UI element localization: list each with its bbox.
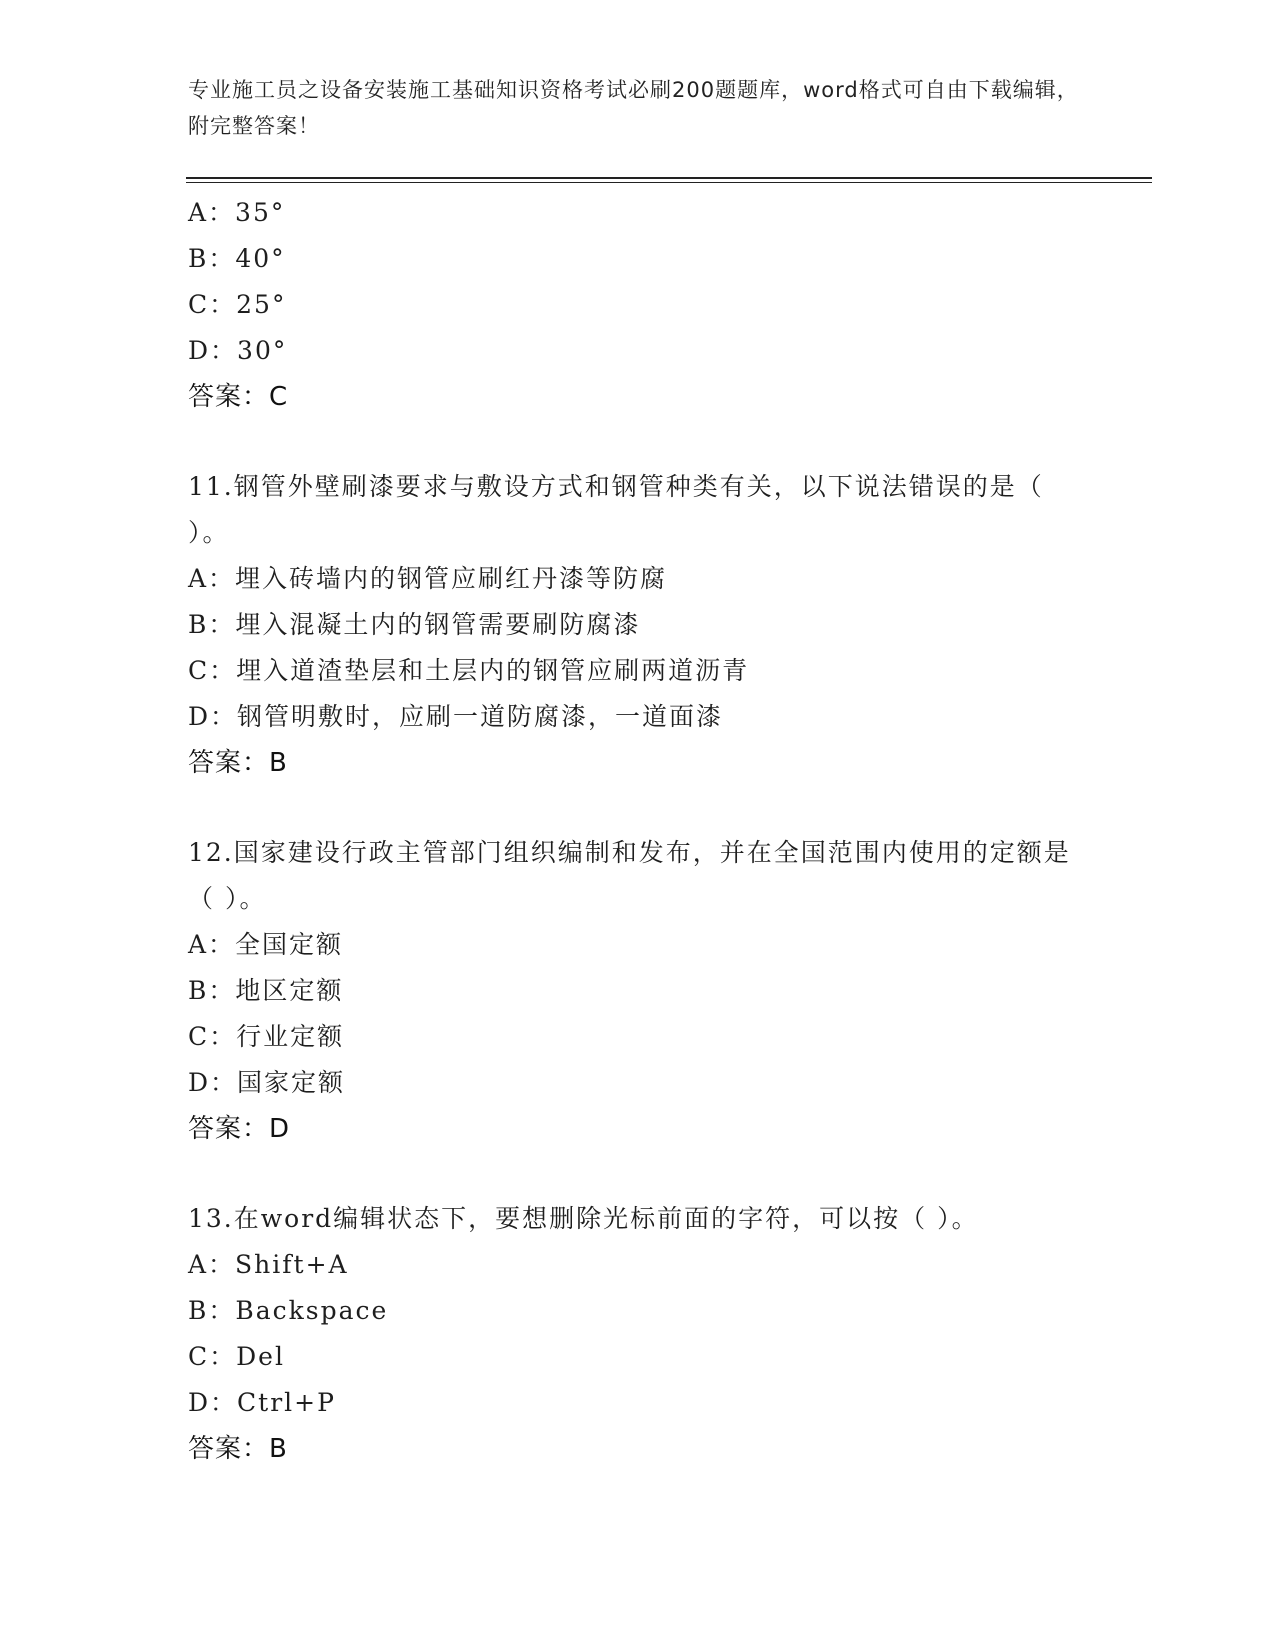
answer-line: 答案：B xyxy=(188,1434,288,1464)
option-b: B：40° xyxy=(188,244,286,273)
option-a: A：埋入砖墙内的钢管应刷红丹漆等防腐 xyxy=(188,564,668,593)
option-b: B：地区定额 xyxy=(188,976,344,1005)
option-c: C：埋入道渣垫层和土层内的钢管应刷两道沥青 xyxy=(188,656,750,685)
option-c: C：25° xyxy=(188,290,287,319)
option-b: B：埋入混凝土内的钢管需要刷防腐漆 xyxy=(188,610,641,639)
spacer xyxy=(188,786,1108,830)
answer-line: 答案：D xyxy=(188,1114,291,1144)
option-d: D：国家定额 xyxy=(188,1068,346,1097)
question-text: 12.国家建设行政主管部门组织编制和发布，并在全国范围内使用的定额是（ ）。 xyxy=(188,838,1071,913)
option-c: C：Del xyxy=(188,1342,285,1371)
question-11 xyxy=(188,464,1108,786)
question-text: 11.钢管外壁刷漆要求与敷设方式和钢管种类有关，以下说法错误的是（ ）。 xyxy=(188,472,1044,547)
option-d: D：钢管明敷时，应刷一道防腐漆，一道面漆 xyxy=(188,702,724,731)
spacer xyxy=(188,420,1108,464)
option-d: D：Ctrl+P xyxy=(188,1388,336,1417)
option-a: A：Shift+A xyxy=(188,1250,349,1279)
option-c: C：行业定额 xyxy=(188,1022,345,1051)
question-12 xyxy=(188,830,1108,1152)
answer-line: 答案：C xyxy=(188,382,289,412)
question-text: 13.在word编辑状态下，要想删除光标前面的字符，可以按（ ）。 xyxy=(188,1204,979,1233)
option-a: A：35° xyxy=(188,198,286,227)
option-a: A：全国定额 xyxy=(188,930,344,959)
question-13 xyxy=(188,1196,1108,1472)
option-b: B：Backspace xyxy=(188,1296,389,1325)
document-header: 专业施工员之设备安装施工基础知识资格考试必刷200题题库，word格式可自由下载编辑，附完整答案！ xyxy=(188,78,1079,138)
partial-question xyxy=(188,190,1108,420)
header-rule-thick xyxy=(186,177,1152,179)
answer-line: 答案：B xyxy=(188,748,288,778)
header-rule-thin xyxy=(186,182,1152,183)
spacer xyxy=(188,1152,1108,1196)
option-d: D：30° xyxy=(188,336,288,365)
document-body xyxy=(188,190,1108,1472)
